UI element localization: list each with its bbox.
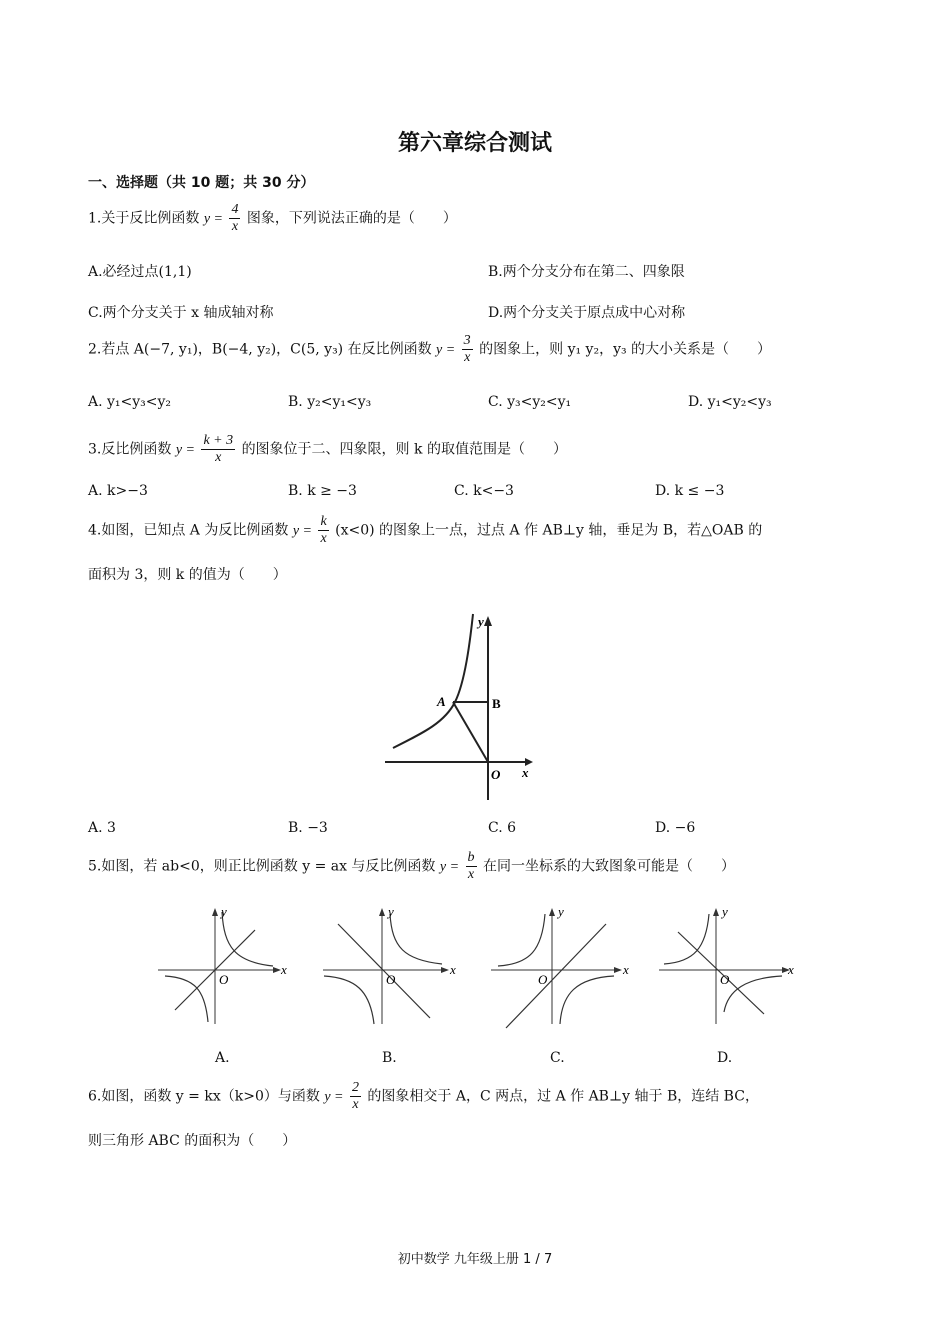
y-axis-label: y (558, 904, 564, 919)
q4-y-eq: y = (292, 523, 312, 539)
hyperbola-branch (393, 614, 473, 748)
x-axis-label: x (281, 962, 287, 977)
q4-stem-line2: 面积为 3，则 k 的值为（ ） (88, 567, 287, 583)
q1-stem-end: 图象，下列说法正确的是（ ） (246, 210, 457, 227)
q1-fraction: $\frac{4}{x}$ (231, 202, 239, 234)
q2-option-d: D. y₁<y₂<y₃ (688, 394, 772, 410)
origin-label: O (720, 972, 730, 987)
hyperbola-branch (724, 976, 782, 1012)
y-axis-arrow-icon (212, 908, 218, 916)
q1-option-c: C.两个分支关于 x 轴成轴对称 (88, 305, 274, 321)
origin-label: O (386, 972, 396, 987)
q1-stem-start: 1.关于反比例函数 (88, 210, 200, 227)
q5-stem-start: 5.如图，若 ab<0，则正比例函数 y = ax 与反比例函数 (88, 858, 436, 875)
q5-label-a: A. (215, 1050, 230, 1066)
q2-option-a: A. y₁<y₃<y₂ (88, 394, 172, 410)
q2-stem-end: 的图象上，则 y₁ y₂，y₃ 的大小关系是（ ） (479, 341, 772, 358)
q2-stem-start: 2.若点 A(−7, y₁)，B(−4, y₂)，C(5, y₃) 在反比例函数 (88, 341, 432, 358)
y-axis-arrow-icon (379, 908, 385, 916)
y-axis-label: y (722, 904, 728, 919)
hyperbola-branch (664, 914, 709, 964)
q6-stem-start: 6.如图，函数 y = kx（k>0）与函数 (88, 1088, 320, 1105)
q5-label-d: D. (717, 1050, 733, 1066)
origin-label: O (491, 767, 501, 782)
q6-fraction: $\frac{2}{x}$ (351, 1080, 359, 1112)
y-axis-label: y (478, 614, 484, 629)
q1-option-b: B.两个分支分布在第二、四象限 (488, 264, 685, 280)
hyperbola-branch (390, 914, 442, 964)
y-axis-label: y (388, 904, 394, 919)
q3-fraction: $\frac{k + 3}{x}$ (203, 433, 234, 465)
y-axis-arrow-icon (549, 908, 555, 916)
x-axis-arrow-icon (614, 967, 622, 973)
question-2 (88, 333, 771, 366)
question-6 (88, 1080, 759, 1113)
q5-graph-a (155, 902, 290, 1027)
q3-stem-start: 3.反比例函数 (88, 441, 172, 458)
q4-stem-start: 4.如图，已知点 A 为反比例函数 (88, 522, 289, 539)
question-1 (88, 202, 457, 235)
q3-option-b: B. k ≥ −3 (288, 483, 357, 499)
page-title: 第六章综合测试 (397, 131, 552, 156)
q4-option-d: D. −6 (655, 820, 696, 836)
q2-option-b: B. y₂<y₁<y₃ (288, 394, 372, 410)
q2-option-c: C. y₃<y₂<y₁ (488, 394, 572, 410)
q5-graph-d (656, 902, 801, 1027)
x-axis-label: x (788, 962, 794, 977)
q5-graph-b (320, 902, 460, 1027)
q6-y-eq: y = (324, 1089, 344, 1105)
segment-ao (453, 702, 488, 762)
hyperbola-branch (324, 976, 374, 1024)
question-4 (88, 514, 762, 547)
q4-option-b: B. −3 (288, 820, 328, 836)
x-axis-arrow-icon (273, 967, 281, 973)
q3-stem-end: 的图象位于二、四象限，则 k 的取值范围是（ ） (241, 441, 567, 458)
hyperbola-branch (560, 976, 614, 1024)
q2-fraction: $\frac{3}{x}$ (463, 333, 471, 365)
hyperbola-branch (222, 912, 273, 966)
proportional-line (338, 924, 430, 1018)
q4-option-c: C. 6 (488, 820, 517, 836)
hyperbola-branch (498, 914, 545, 966)
q3-option-d: D. k ≤ −3 (655, 483, 725, 499)
q5-y-eq: y = (439, 859, 460, 875)
section-heading: 一、选择题（共 10 题；共 30 分） (88, 175, 315, 191)
point-b-label: B (492, 696, 501, 711)
point-a-label: A (437, 694, 446, 709)
y-axis-label: y (221, 904, 227, 919)
q5-fraction: $\frac{b}{x}$ (467, 850, 475, 882)
q5-label-c: C. (550, 1050, 565, 1066)
x-axis-label: x (522, 765, 529, 780)
origin-label: O (219, 972, 229, 987)
q1-y-eq: y = (203, 211, 223, 227)
q4-fraction: $\frac{k}{x}$ (320, 514, 327, 546)
q3-y-eq: y = (175, 442, 195, 458)
q4-option-a: A. 3 (88, 820, 116, 836)
x-axis-label: x (450, 962, 456, 977)
q1-option-a: A.必经过点(1,1) (88, 264, 192, 280)
q6-stem-end: 的图象相交于 A，C 两点，过 A 作 AB⊥y 轴于 B，连结 BC， (367, 1088, 759, 1105)
q1-option-d: D.两个分支关于原点成中心对称 (488, 305, 686, 321)
proportional-line (506, 924, 606, 1028)
x-axis-arrow-icon (441, 967, 449, 973)
q3-option-a: A. k>−3 (88, 483, 148, 499)
y-axis-arrow-icon (484, 616, 492, 626)
question-3 (88, 433, 567, 466)
q3-option-c: C. k<−3 (454, 483, 514, 499)
question-5 (88, 850, 735, 883)
q5-stem-end: 在同一坐标系的大致图象可能是（ ） (482, 858, 735, 875)
q4-stem-end: (x<0) 的图象上一点，过点 A 作 AB⊥y 轴，垂足为 B，若△OAB 的 (335, 522, 763, 539)
page-footer: 初中数学 九年级上册 1 / 7 (397, 1252, 553, 1267)
q5-label-b: B. (382, 1050, 397, 1066)
origin-label: O (538, 972, 548, 987)
y-axis-arrow-icon (713, 908, 719, 916)
q2-y-eq: y = (436, 342, 456, 358)
q6-stem-line2: 则三角形 ABC 的面积为（ ） (88, 1133, 297, 1149)
q4-figure (385, 612, 535, 802)
q5-graph-c (488, 902, 633, 1030)
x-axis-label: x (623, 962, 629, 977)
